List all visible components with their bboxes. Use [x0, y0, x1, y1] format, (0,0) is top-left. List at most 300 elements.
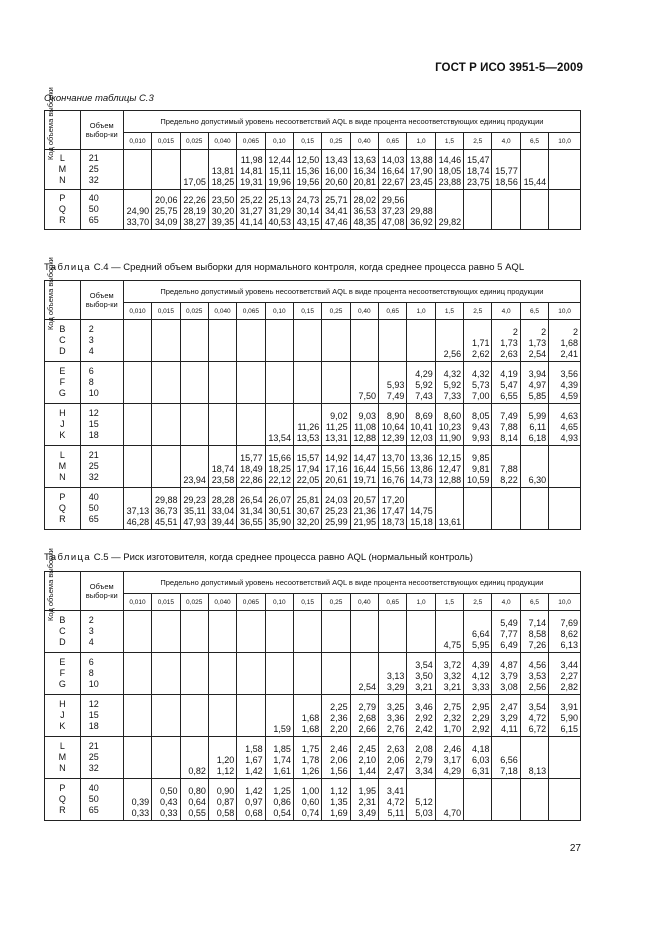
value: 3,53: [528, 671, 547, 681]
value: 1,95: [358, 786, 377, 796]
aql-level: 0,065: [237, 133, 265, 150]
value: 2,32: [443, 713, 462, 723]
value: 9,03: [358, 411, 377, 421]
value: 2,82: [560, 682, 578, 692]
value: 30,14: [296, 206, 320, 216]
value-cell: [180, 488, 208, 530]
value-cell: [464, 150, 492, 190]
value: 2,25: [330, 702, 348, 712]
value-cell: [549, 404, 581, 446]
value: 9,93: [471, 433, 490, 443]
value-cell: [350, 446, 378, 488]
value-cell: [549, 653, 581, 695]
sample-size: 25: [88, 752, 99, 762]
value: 24,90: [126, 206, 150, 216]
sample-size: 4: [88, 346, 94, 356]
value: 3,54: [528, 702, 547, 712]
value-cell: [152, 404, 180, 446]
value-cell: [322, 737, 350, 779]
value-cell: [407, 779, 435, 821]
aql-level: 4,0: [492, 594, 520, 611]
aql-level: 0,25: [322, 594, 350, 611]
value-cell: [180, 446, 208, 488]
value: 13,43: [325, 155, 348, 165]
sample-code: P: [59, 492, 66, 502]
value-cell: [123, 611, 151, 653]
table-c3-continuation-note: Окончание таблицы С.3: [44, 93, 154, 104]
value: 30,67: [296, 506, 320, 516]
value: 4,39: [471, 660, 490, 670]
value-cell: [293, 446, 321, 488]
value-cell: [379, 150, 407, 190]
value-cell: [293, 150, 321, 190]
sample-code-cell: [45, 695, 81, 737]
sample-code-cell: [45, 446, 81, 488]
aql-level: 0,65: [379, 594, 407, 611]
sample-size: 2: [88, 615, 94, 625]
value: 19,96: [268, 177, 291, 187]
value: 21,95: [353, 517, 377, 527]
value: 36,73: [154, 506, 178, 516]
value-cell: [152, 611, 180, 653]
value-cell: [464, 611, 492, 653]
value: 6,03: [471, 755, 490, 765]
sample-size: 50: [88, 794, 99, 804]
value: 0,50: [159, 786, 178, 796]
value: 7,00: [471, 391, 490, 401]
sample-code: J: [60, 419, 65, 429]
value: 15,56: [381, 464, 405, 474]
sample-size: 6: [88, 366, 94, 376]
aql-level: 4,0: [492, 133, 520, 150]
value-cell: [293, 695, 321, 737]
value: 4,65: [560, 422, 578, 432]
value: 12,47: [438, 464, 462, 474]
sample-size: 21: [88, 153, 99, 163]
caption-prefix: Таблица: [44, 552, 92, 563]
sample-code: F: [59, 668, 66, 678]
value-cell: [379, 488, 407, 530]
value-cell: [152, 446, 180, 488]
value: 17,94: [296, 464, 320, 474]
value: 3,29: [386, 682, 405, 692]
value: 8,62: [560, 629, 578, 639]
value: 7,77: [500, 629, 518, 639]
value-cell: [123, 779, 151, 821]
value-cell: [123, 488, 151, 530]
value: 29,82: [438, 217, 462, 227]
sample-code: L: [59, 450, 65, 460]
value-cell: [407, 737, 435, 779]
value-cell: [492, 404, 520, 446]
aql-level: 0,10: [265, 303, 293, 320]
value: 14,03: [381, 155, 405, 165]
table-row: [45, 488, 581, 530]
value: 6,55: [500, 391, 518, 401]
value: 8,13: [528, 766, 547, 776]
value-cell: [407, 446, 435, 488]
value-cell: [350, 150, 378, 190]
value-cell: [293, 190, 321, 230]
sample-code-cell: [45, 779, 81, 821]
value: 2,10: [358, 755, 377, 765]
sample-size: 12: [88, 699, 99, 709]
value: 13,86: [410, 464, 433, 474]
value: 4,75: [443, 640, 462, 650]
value-cell: [322, 695, 350, 737]
value-cell: [293, 611, 321, 653]
value: 7,49: [386, 391, 405, 401]
value: 21,36: [353, 506, 377, 516]
value-cell: [237, 362, 265, 404]
sample-size: 10: [88, 679, 99, 689]
value-cell: [208, 150, 236, 190]
sample-size: 21: [88, 450, 99, 460]
value: 17,90: [410, 166, 433, 176]
table-c5-caption: [44, 552, 473, 563]
aql-level: 0,15: [293, 594, 321, 611]
value: 2,06: [386, 755, 405, 765]
value: 12,03: [410, 433, 433, 443]
value: 10,41: [410, 422, 433, 432]
value-cell: [379, 695, 407, 737]
aql-level: 0,015: [152, 133, 180, 150]
value: 1,25: [273, 786, 291, 796]
value: 3,21: [415, 682, 433, 692]
value: 1,58: [245, 744, 263, 754]
value-cell: [435, 653, 463, 695]
aql-level: 6,5: [520, 303, 548, 320]
value: 3,34: [415, 766, 433, 776]
value: 1,59: [273, 724, 291, 734]
value: 3,94: [528, 369, 547, 379]
value-cell: [152, 150, 180, 190]
value: 3,41: [386, 786, 405, 796]
value: 13,53: [296, 433, 320, 443]
aql-level: 0,065: [237, 594, 265, 611]
value-cell: [520, 362, 548, 404]
value-cell: [549, 320, 581, 362]
value-cell: [265, 779, 293, 821]
value: 2,47: [386, 766, 405, 776]
value-cell: [492, 779, 520, 821]
value: 3,13: [386, 671, 405, 681]
table-row: [45, 446, 581, 488]
value: 5,93: [386, 380, 405, 390]
sample-code: R: [59, 514, 66, 524]
aql-level: 0,015: [152, 594, 180, 611]
sample-size: 25: [88, 461, 99, 471]
value-cell: [492, 653, 520, 695]
value: 1,85: [273, 744, 291, 754]
sample-code: M: [58, 752, 67, 762]
value: 3,46: [415, 702, 433, 712]
table-row: [45, 404, 581, 446]
value: 15,57: [296, 453, 320, 463]
value: 1,42: [245, 766, 263, 776]
value: 16,44: [353, 464, 377, 474]
value-cell: [464, 737, 492, 779]
value-cell: [407, 150, 435, 190]
sample-size: 40: [88, 193, 99, 203]
value-cell: [492, 320, 520, 362]
value: 11,26: [297, 422, 320, 432]
value-cell: [322, 653, 350, 695]
sample-size-cell: [80, 150, 123, 190]
value: 1,74: [273, 755, 291, 765]
value: 5,95: [471, 640, 490, 650]
value: 0,68: [245, 808, 263, 818]
value: 23,50: [211, 195, 235, 205]
value-cell: [435, 737, 463, 779]
aql-level: 0,25: [322, 133, 350, 150]
value: 26,07: [268, 495, 291, 505]
table-row: [45, 737, 581, 779]
value-cell: [407, 653, 435, 695]
header-sample-size: Объем выбор-ки: [80, 281, 123, 320]
value: 8,14: [500, 433, 518, 443]
value: 2,46: [443, 744, 462, 754]
value: 38,27: [183, 217, 206, 227]
value: 31,27: [240, 206, 263, 216]
value: 25,81: [296, 495, 320, 505]
value-cell: [237, 653, 265, 695]
value-cell: [152, 695, 180, 737]
value: 32,20: [296, 517, 320, 527]
sample-code: P: [59, 193, 66, 203]
sample-size-cell: [80, 737, 123, 779]
value: 15,47: [466, 155, 490, 165]
value: 22,67: [381, 177, 405, 187]
value: 13,31: [325, 433, 348, 443]
value: 2,29: [471, 713, 490, 723]
value: 35,11: [184, 506, 206, 516]
page-number: 27: [569, 843, 581, 854]
value: 2,92: [471, 724, 490, 734]
value: 33,70: [126, 217, 150, 227]
header-sample-code-label: Код объема выборки: [46, 548, 55, 621]
value-cell: [492, 737, 520, 779]
value: 18,56: [495, 177, 518, 187]
value: 4,32: [471, 369, 490, 379]
value: 8,69: [415, 411, 433, 421]
value-cell: [322, 190, 350, 230]
value: 15,18: [410, 517, 433, 527]
value-cell: [123, 150, 151, 190]
value: 7,50: [358, 391, 377, 401]
value: 16,00: [325, 166, 348, 176]
value-cell: [549, 362, 581, 404]
value-cell: [379, 446, 407, 488]
value-cell: [322, 446, 350, 488]
value: 2,08: [415, 744, 433, 754]
table-row: [45, 653, 581, 695]
value: 3,54: [415, 660, 433, 670]
value: 36,53: [353, 206, 377, 216]
value-cell: [208, 190, 236, 230]
value: 26,54: [240, 495, 263, 505]
sample-size: 40: [88, 783, 99, 793]
value-cell: [237, 695, 265, 737]
value: 4,11: [500, 724, 518, 734]
value: 23,88: [438, 177, 462, 187]
value: 2,63: [386, 744, 405, 754]
value-cell: [549, 150, 581, 190]
value-cell: [322, 779, 350, 821]
value: 3,32: [443, 671, 462, 681]
value: 0,64: [188, 797, 206, 807]
value: 3,33: [471, 682, 490, 692]
value: 1,69: [330, 808, 348, 818]
aql-level: 10,0: [549, 133, 581, 150]
sample-size-cell: [80, 190, 123, 230]
aql-level: 0,15: [293, 133, 321, 150]
value-cell: [520, 320, 548, 362]
value: 2,79: [358, 702, 377, 712]
value: 17,16: [325, 464, 348, 474]
sample-code-cell: [45, 653, 81, 695]
value: 18,73: [381, 517, 405, 527]
value: 5,49: [500, 618, 518, 628]
aql-level: 0,065: [237, 303, 265, 320]
value: 7,88: [500, 422, 518, 432]
sample-code: H: [59, 699, 66, 709]
value: 2,62: [471, 349, 490, 359]
value: 1,12: [330, 786, 348, 796]
value: 2: [541, 327, 547, 337]
value-cell: [152, 320, 180, 362]
value-cell: [520, 611, 548, 653]
value: 36,92: [410, 217, 433, 227]
value-cell: [464, 404, 492, 446]
sample-size: 32: [88, 763, 99, 773]
sample-code: B: [59, 615, 66, 625]
value-cell: [123, 653, 151, 695]
value: 2,92: [415, 713, 433, 723]
value: 4,72: [528, 713, 547, 723]
value: 12,88: [438, 475, 462, 485]
value: 2,95: [471, 702, 490, 712]
value: 2,54: [528, 349, 547, 359]
value-cell: [208, 362, 236, 404]
value-cell: [520, 653, 548, 695]
sample-code: Q: [58, 503, 66, 513]
sample-code-cell: [45, 404, 81, 446]
value: 4,56: [528, 660, 547, 670]
value-cell: [322, 150, 350, 190]
value: 47,93: [183, 517, 206, 527]
value-cell: [379, 404, 407, 446]
value: 4,39: [560, 380, 578, 390]
sample-code: R: [59, 805, 66, 815]
sample-size: 40: [88, 492, 99, 502]
value: 3,50: [415, 671, 433, 681]
value: 8,60: [443, 411, 462, 421]
value-cell: [152, 362, 180, 404]
value-cell: [208, 695, 236, 737]
value-cell: [407, 404, 435, 446]
sample-size: 3: [88, 335, 94, 345]
value: 35,90: [268, 517, 291, 527]
value: 2,31: [358, 797, 377, 807]
value-cell: [152, 737, 180, 779]
value-cell: [435, 446, 463, 488]
value: 0,39: [131, 797, 150, 807]
value: 4,93: [560, 433, 578, 443]
value: 11,98: [240, 155, 263, 165]
value: 17,20: [381, 495, 405, 505]
value-cell: [237, 488, 265, 530]
value: 1,75: [301, 744, 320, 754]
value: 13,54: [268, 433, 291, 443]
value-cell: [208, 611, 236, 653]
value: 5,92: [415, 380, 433, 390]
value: 19,56: [296, 177, 320, 187]
aql-level: 1,0: [407, 133, 435, 150]
value: 2,41: [560, 349, 578, 359]
value: 6,72: [528, 724, 547, 734]
table-row: [45, 320, 581, 362]
value: 3,56: [560, 369, 578, 379]
value: 28,28: [211, 495, 235, 505]
value: 30,20: [211, 206, 235, 216]
value: 5,90: [560, 713, 578, 723]
value: 10,59: [466, 475, 490, 485]
caption-text: С.4 — Средний объем выборки для нормального контроля, когда среднее процесса равно 5 AQL: [93, 262, 525, 273]
sample-code: K: [59, 430, 66, 440]
value: 3,44: [560, 660, 578, 670]
value-cell: [180, 653, 208, 695]
value: 2,68: [358, 713, 377, 723]
value: 13,88: [410, 155, 433, 165]
value: 4,87: [500, 660, 518, 670]
aql-level: 1,5: [435, 594, 463, 611]
value-cell: [123, 695, 151, 737]
value-cell: [520, 190, 548, 230]
value: 14,92: [325, 453, 348, 463]
value-cell: [208, 488, 236, 530]
aql-level: 10,0: [549, 303, 581, 320]
value: 8,22: [500, 475, 518, 485]
value: 20,60: [325, 177, 348, 187]
value-cell: [265, 320, 293, 362]
value-cell: [492, 446, 520, 488]
value: 2,06: [330, 755, 348, 765]
value-cell: [293, 779, 321, 821]
value-cell: [350, 611, 378, 653]
value: 17,05: [183, 177, 206, 187]
sample-size: 4: [88, 637, 94, 647]
value-cell: [464, 653, 492, 695]
aql-level: 0,040: [208, 594, 236, 611]
aql-level: 2,5: [464, 303, 492, 320]
aql-level: 0,040: [208, 303, 236, 320]
value: 19,71: [353, 475, 377, 485]
value: 25,13: [268, 195, 291, 205]
value: 5,12: [415, 797, 433, 807]
value: 3,49: [358, 808, 377, 818]
aql-level: 0,010: [123, 133, 151, 150]
value: 1,70: [443, 724, 462, 734]
sample-code-cell: [45, 488, 81, 530]
value: 6,11: [529, 422, 547, 432]
value: 1,71: [471, 338, 490, 348]
value: 0,97: [245, 797, 263, 807]
sample-code: E: [59, 657, 66, 667]
value: 5,85: [528, 391, 547, 401]
value-cell: [379, 190, 407, 230]
value: 29,88: [410, 206, 433, 216]
